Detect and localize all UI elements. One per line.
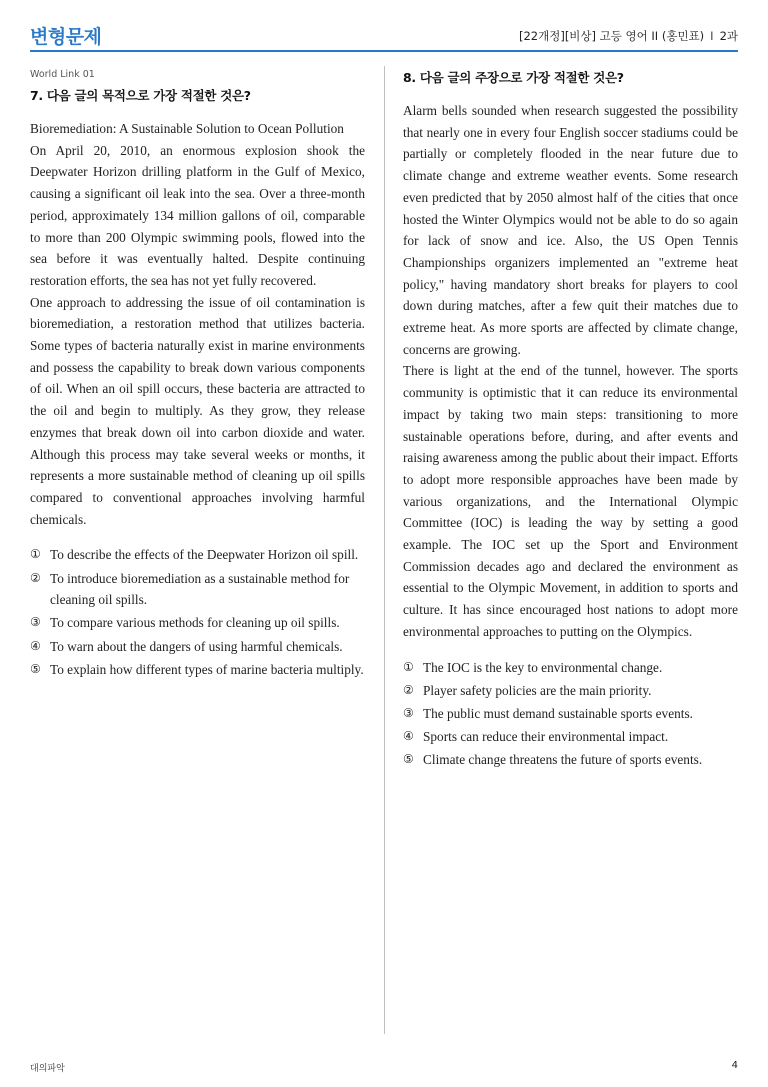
lesson-label: 2과 xyxy=(719,29,738,43)
choice-number: ① xyxy=(403,659,414,674)
answer-choice-4[interactable] xyxy=(403,726,738,748)
answer-choice-5[interactable] xyxy=(403,749,738,771)
passage-title: Bioremediation: A Sustainable Solution to Ocean Pollution xyxy=(30,121,344,136)
choice-text: To introduce bioremediation as a sustainable method for cleaning oil spills. xyxy=(50,570,350,608)
question-8-passage xyxy=(403,100,738,643)
choice-text: To compare various methods for cleaning up oil spills. xyxy=(50,615,340,631)
choice-text: The IOC is the key to environmental change. xyxy=(423,659,663,675)
answer-choice-4[interactable] xyxy=(30,636,365,658)
choice-text: Sports can reduce their environmental impact. xyxy=(423,729,669,745)
column-divider xyxy=(384,66,385,1034)
footer-publisher: 대의파악 xyxy=(30,1064,65,1074)
passage-paragraph: On April 20, 2010, an enormous explosion shook the Deepwater Horizon drilling platform in the Gulf of Mexico, causing a significant oil leak into the sea. Over a three-month period, approximately 134 million gallons of oil, comparable to more than 200 Olympic swimming pools, flowed into the sea before it was eventually halted. Despite continuing restoration efforts, the sea has not yet fully recovered. xyxy=(30,142,365,288)
choice-text: Player safety policies are the main priority. xyxy=(423,682,652,698)
choice-text: The public must demand sustainable sports events. xyxy=(423,705,693,721)
question-7 xyxy=(30,68,365,682)
choice-text: To warn about the dangers of using harmful chemicals. xyxy=(50,638,343,654)
answer-choice-3[interactable] xyxy=(30,612,365,634)
answer-choice-2[interactable] xyxy=(403,680,738,702)
choice-text: Climate change threatens the future of sports events. xyxy=(423,752,703,768)
answer-choice-2[interactable] xyxy=(30,568,365,611)
page-number: 4 xyxy=(731,1060,738,1071)
passage-paragraph: There is light at the end of the tunnel, however. The sports community is optimistic that it can reduce its environmental impact by taking two main steps: transitioning to more sustainable operations before, during, and after events and raising awareness among the public about their impact. Efforts to adopt more responsible approaches have been made by various organizations, and the International Olympic Committee (IOC) is leading the way by setting a good example. The IOC set up the Sport and Environment Commission decades ago and declared the environment as essential to the Olympic Movement, in addition to sports and culture. It has since encouraged host nations to adopt more environmental approaches to putting on the Olympics. xyxy=(403,363,738,639)
header-rule xyxy=(30,50,738,52)
answer-choice-5[interactable] xyxy=(30,659,365,681)
question-8-choices xyxy=(403,657,738,772)
choice-number: ⑤ xyxy=(30,661,41,676)
section-label: World Link 01 xyxy=(30,69,95,80)
question-7-passage xyxy=(30,118,365,530)
choice-number: ④ xyxy=(30,638,41,653)
question-8-title: 8. 다음 글의 주장으로 가장 적절한 것은? xyxy=(403,70,624,85)
choice-number: ④ xyxy=(403,729,414,744)
page-header-title: 변형문제 xyxy=(30,26,102,48)
question-7-choices xyxy=(30,544,365,680)
choice-number: ③ xyxy=(30,615,41,630)
course-name: [22개정][비상] 고등 영어 II (홍민표) xyxy=(519,29,705,43)
choice-number: ⑤ xyxy=(403,752,414,767)
header-separator: I xyxy=(710,29,714,43)
answer-choice-3[interactable] xyxy=(403,703,738,725)
choice-number: ① xyxy=(30,547,41,562)
choice-number: ② xyxy=(30,570,41,585)
question-8 xyxy=(403,68,738,773)
question-7-title: 7. 다음 글의 목적으로 가장 적절한 것은? xyxy=(30,88,251,103)
answer-choice-1[interactable] xyxy=(30,544,365,566)
course-info xyxy=(519,28,738,44)
choice-text: To explain how different types of marine bacteria multiply. xyxy=(50,661,364,677)
passage-paragraph: Alarm bells sounded when research suggested the possibility that nearly one in every four English soccer stadiums could be partially or completely flooded in the near future due to climate change and extreme weather events. Some research even predicted that by 2050 almost half of the cities that once hosted the Winter Olympics would not be able to do so again for lack of snow and ice. Also, the US Open Tennis Championships organizers implemented an "extreme heat policy," having mandatory short breaks for players to cool down during matches, after a few quit their matches due to extreme heat. As more sports are affected by climate change, concerns are growing. xyxy=(403,103,738,357)
choice-number: ② xyxy=(403,682,414,697)
answer-choice-1[interactable] xyxy=(403,657,738,679)
choice-text: To describe the effects of the Deepwater Horizon oil spill. xyxy=(50,547,359,563)
passage-paragraph: One approach to addressing the issue of oil contamination is bioremediation, a restoration method that utilizes bacteria. Some types of bacteria naturally exist in marine environments and possess the capability to break down various components of oil. When an oil spill occurs, these bacteria are attracted to the oil and begin to multiply. As they grow, they release enzymes that break down oil into carbon dioxide and water. Although this process may take several weeks or months, it represents a more sustainable method of cleaning up oil spills compared to conventional approaches involving harmful chemicals. xyxy=(30,294,365,527)
choice-number: ③ xyxy=(403,705,414,720)
